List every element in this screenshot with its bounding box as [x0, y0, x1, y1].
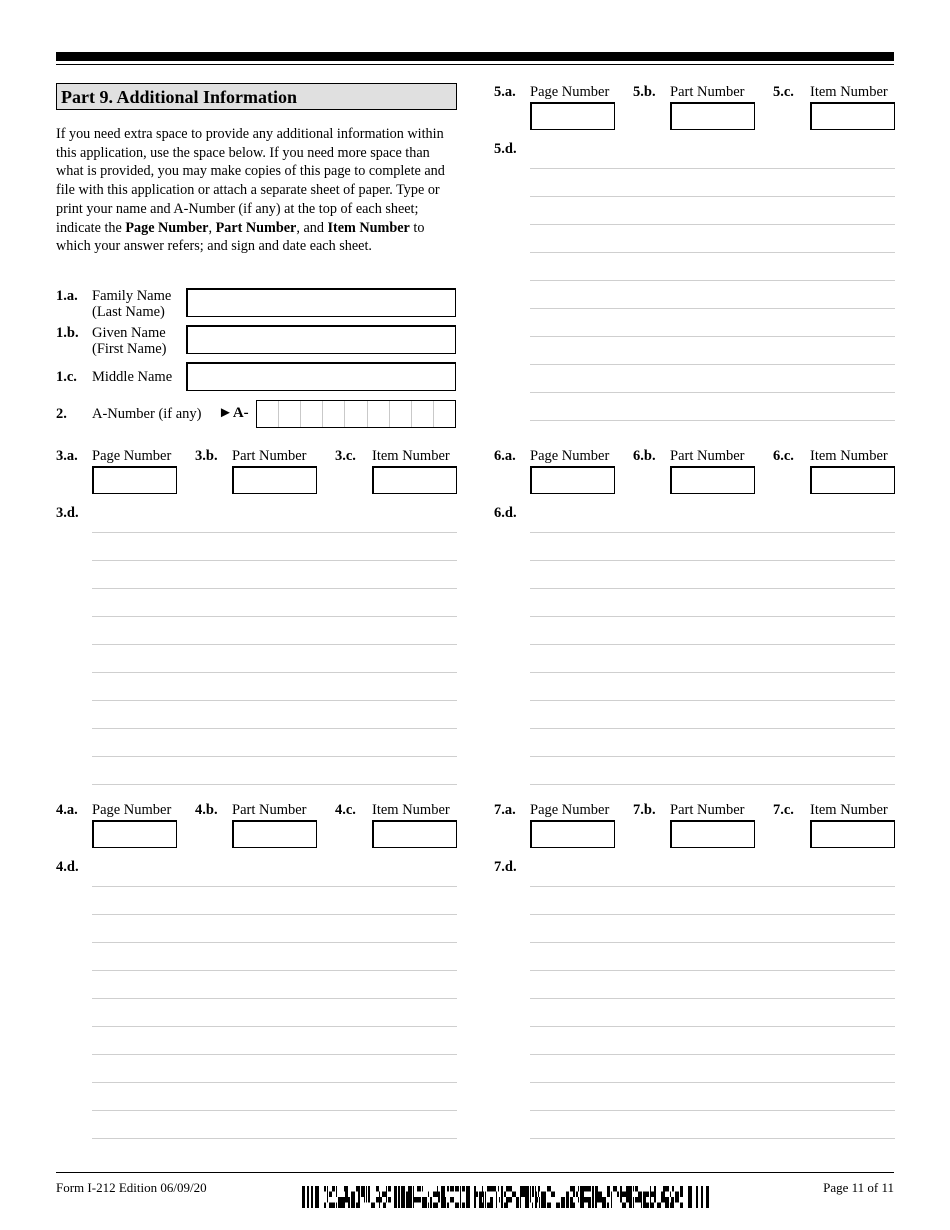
part-number-input[interactable]	[670, 466, 755, 494]
writing-line	[92, 616, 457, 617]
item-number-label: Item Number	[810, 448, 888, 464]
part-number-label: Part Number	[670, 84, 745, 100]
item-number: 6.a.	[494, 448, 516, 464]
writing-line	[92, 784, 457, 785]
writing-line	[530, 1026, 895, 1027]
item-number: 1.a.	[56, 288, 78, 304]
part-number-input[interactable]	[670, 820, 755, 848]
item-number-input[interactable]	[810, 820, 895, 848]
top-rule-thin	[56, 64, 894, 65]
bottom-rule	[56, 1172, 894, 1173]
item-number: 4.a.	[56, 802, 78, 818]
writing-line	[92, 886, 457, 887]
writing-line	[92, 588, 457, 589]
item-number: 5.d.	[494, 141, 517, 157]
page-number-label: Page Number	[530, 802, 610, 818]
item-number-label: Item Number	[810, 802, 888, 818]
form-edition: Form I-212 Edition 06/09/20	[56, 1180, 207, 1195]
writing-line	[530, 308, 895, 309]
item-number: 5.c.	[773, 84, 794, 100]
writing-line	[530, 970, 895, 971]
a-number-label: A-Number (if any)	[92, 406, 202, 422]
writing-line	[92, 942, 457, 943]
writing-line	[530, 420, 895, 421]
writing-line	[92, 700, 457, 701]
writing-line	[92, 532, 457, 533]
item-number: 6.b.	[633, 448, 656, 464]
page-number-input[interactable]	[530, 466, 615, 494]
writing-line	[92, 672, 457, 673]
part-number-label: Part Number	[670, 802, 745, 818]
item-number: 3.b.	[195, 448, 218, 464]
writing-line	[530, 756, 895, 757]
page-number-input[interactable]	[530, 820, 615, 848]
writing-line	[92, 914, 457, 915]
page-number-input[interactable]	[530, 102, 615, 130]
writing-line	[92, 1026, 457, 1027]
writing-line	[530, 224, 895, 225]
page-number-label: Page Number	[92, 448, 172, 464]
writing-line	[530, 336, 895, 337]
part-number-label: Part Number	[232, 802, 307, 818]
part-number-label: Part Number	[670, 448, 745, 464]
item-number-label: Item Number	[372, 802, 450, 818]
writing-line	[530, 616, 895, 617]
writing-line	[92, 1138, 457, 1139]
a-number-input[interactable]	[256, 400, 456, 428]
item-number: 4.c.	[335, 802, 356, 818]
item-number: 3.d.	[56, 505, 79, 521]
middle-name-label: Middle Name	[92, 369, 173, 385]
writing-line	[92, 1110, 457, 1111]
item-number: 7.b.	[633, 802, 656, 818]
writing-line	[92, 644, 457, 645]
page-number-label: Page Number	[530, 84, 610, 100]
family-name-label: Family Name (Last Name)	[92, 288, 172, 320]
writing-line	[530, 1082, 895, 1083]
writing-line	[530, 392, 895, 393]
item-number-input[interactable]	[810, 102, 895, 130]
item-number: 3.a.	[56, 448, 78, 464]
writing-line	[530, 168, 895, 169]
page-number-label: Page Number	[530, 448, 610, 464]
item-number-input[interactable]	[372, 466, 457, 494]
family-name-input[interactable]	[186, 288, 456, 317]
item-number: 2.	[56, 406, 67, 422]
writing-line	[530, 644, 895, 645]
writing-line	[92, 756, 457, 757]
page-number-input[interactable]	[92, 466, 177, 494]
item-number: 6.c.	[773, 448, 794, 464]
page-number-input[interactable]	[92, 820, 177, 848]
item-number-input[interactable]	[810, 466, 895, 494]
item-number: 1.b.	[56, 325, 79, 341]
writing-line	[530, 672, 895, 673]
writing-line	[530, 1054, 895, 1055]
a-number-prefix: ►A-	[218, 405, 249, 421]
item-number: 7.d.	[494, 859, 517, 875]
part-number-input[interactable]	[232, 820, 317, 848]
item-number: 4.b.	[195, 802, 218, 818]
writing-line	[530, 1138, 895, 1139]
intro-text: If you need extra space to provide any additional information within this application, use the space below. If you need more space than what is provided, you may make copies of this page to complete and file with this application or attach a separate sheet of paper. Type or print your name and A-Number (if any) at the top of each sheet; indicate the Page Number, Part Number, and Item Number to which your answer refers; and sign and date each sheet.	[56, 126, 445, 255]
item-number: 7.c.	[773, 802, 794, 818]
writing-line	[92, 560, 457, 561]
writing-line	[92, 728, 457, 729]
writing-line	[530, 784, 895, 785]
writing-line	[530, 252, 895, 253]
middle-name-input[interactable]	[186, 362, 456, 391]
writing-line	[530, 700, 895, 701]
given-name-label: Given Name (First Name)	[92, 325, 167, 357]
item-number-input[interactable]	[372, 820, 457, 848]
writing-line	[530, 886, 895, 887]
writing-line	[530, 914, 895, 915]
item-number: 5.b.	[633, 84, 656, 100]
given-name-input[interactable]	[186, 325, 456, 354]
item-number: 1.c.	[56, 369, 77, 385]
part-title: Part 9. Additional Information	[56, 83, 457, 110]
item-number: 4.d.	[56, 859, 79, 875]
writing-line	[530, 364, 895, 365]
page-indicator: Page 11 of 11	[823, 1180, 894, 1195]
page-number-label: Page Number	[92, 802, 172, 818]
item-number-label: Item Number	[810, 84, 888, 100]
writing-line	[530, 728, 895, 729]
writing-line	[530, 588, 895, 589]
part-number-input[interactable]	[670, 102, 755, 130]
writing-line	[530, 1110, 895, 1111]
writing-line	[530, 196, 895, 197]
writing-line	[92, 970, 457, 971]
item-number: 7.a.	[494, 802, 516, 818]
item-number: 5.a.	[494, 84, 516, 100]
top-rule-thick	[56, 52, 894, 61]
part-number-input[interactable]	[232, 466, 317, 494]
item-number: 3.c.	[335, 448, 356, 464]
writing-line	[92, 1082, 457, 1083]
writing-line	[530, 942, 895, 943]
writing-line	[530, 532, 895, 533]
barcode-image	[302, 1186, 710, 1208]
writing-line	[92, 998, 457, 999]
writing-line	[530, 998, 895, 999]
writing-line	[530, 560, 895, 561]
writing-line	[92, 1054, 457, 1055]
item-number: 6.d.	[494, 505, 517, 521]
item-number-label: Item Number	[372, 448, 450, 464]
part-number-label: Part Number	[232, 448, 307, 464]
writing-line	[530, 280, 895, 281]
